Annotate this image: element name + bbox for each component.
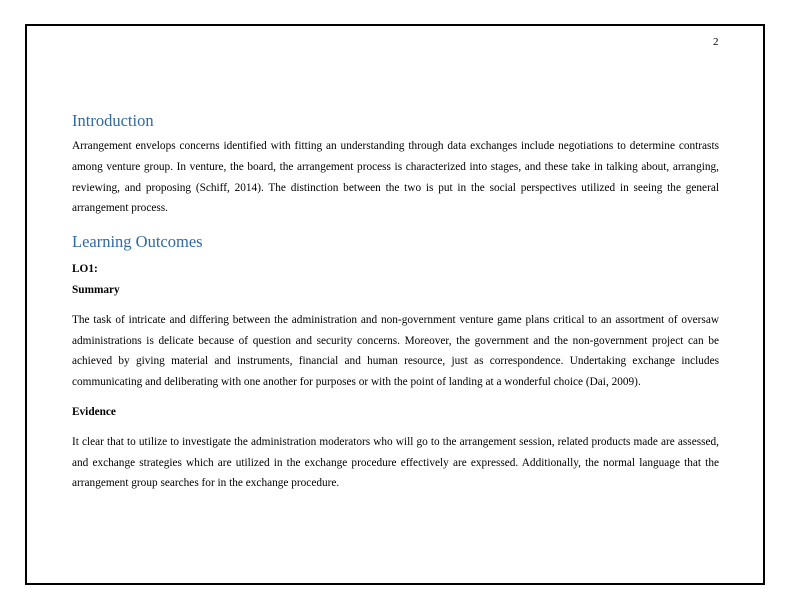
learning-outcomes-heading: Learning Outcomes [72,232,203,252]
lo1-label: LO1: [72,263,98,276]
document-body [72,108,719,494]
summary-label: Summary [72,283,120,296]
summary-paragraph: The task of intricate and differing between the administration and non-government venture game plans critical to an assortment of oversaw administrations is delicate because of question and security concerns. Moreover, the government and the non-government project can be achieved by giving material and instruments, financial and human resource, just as correspondence. Undertaking exchange includes communicating and deliberating with one another for purposes or with the point of landing at a wonderful choice (Dai, 2009). [72,313,719,389]
introduction-heading: Introduction [72,111,154,130]
page-number: 2 [713,36,719,48]
evidence-label: Evidence [72,405,116,418]
introduction-paragraph: Arrangement envelops concerns identified with fitting an understanding through data exchanges include negotiations to determine contrasts among venture group. In venture, the board, the arrangement process is characterized into stages, and these take in talking about, arranging, reviewing, and proposing (Schiff, 2014). The distinction between the two is put in the social perspectives utilized in seeing the general arrangement process. [72,140,719,215]
evidence-paragraph: It clear that to utilize to investigate the administration moderators who will go to the arrangement session, related products made are assessed, and exchange strategies which are utilized in the exchange procedure effectively are expressed. Additionally, the normal language that the arrangement group searches for in the exchange procedure. [72,435,719,490]
